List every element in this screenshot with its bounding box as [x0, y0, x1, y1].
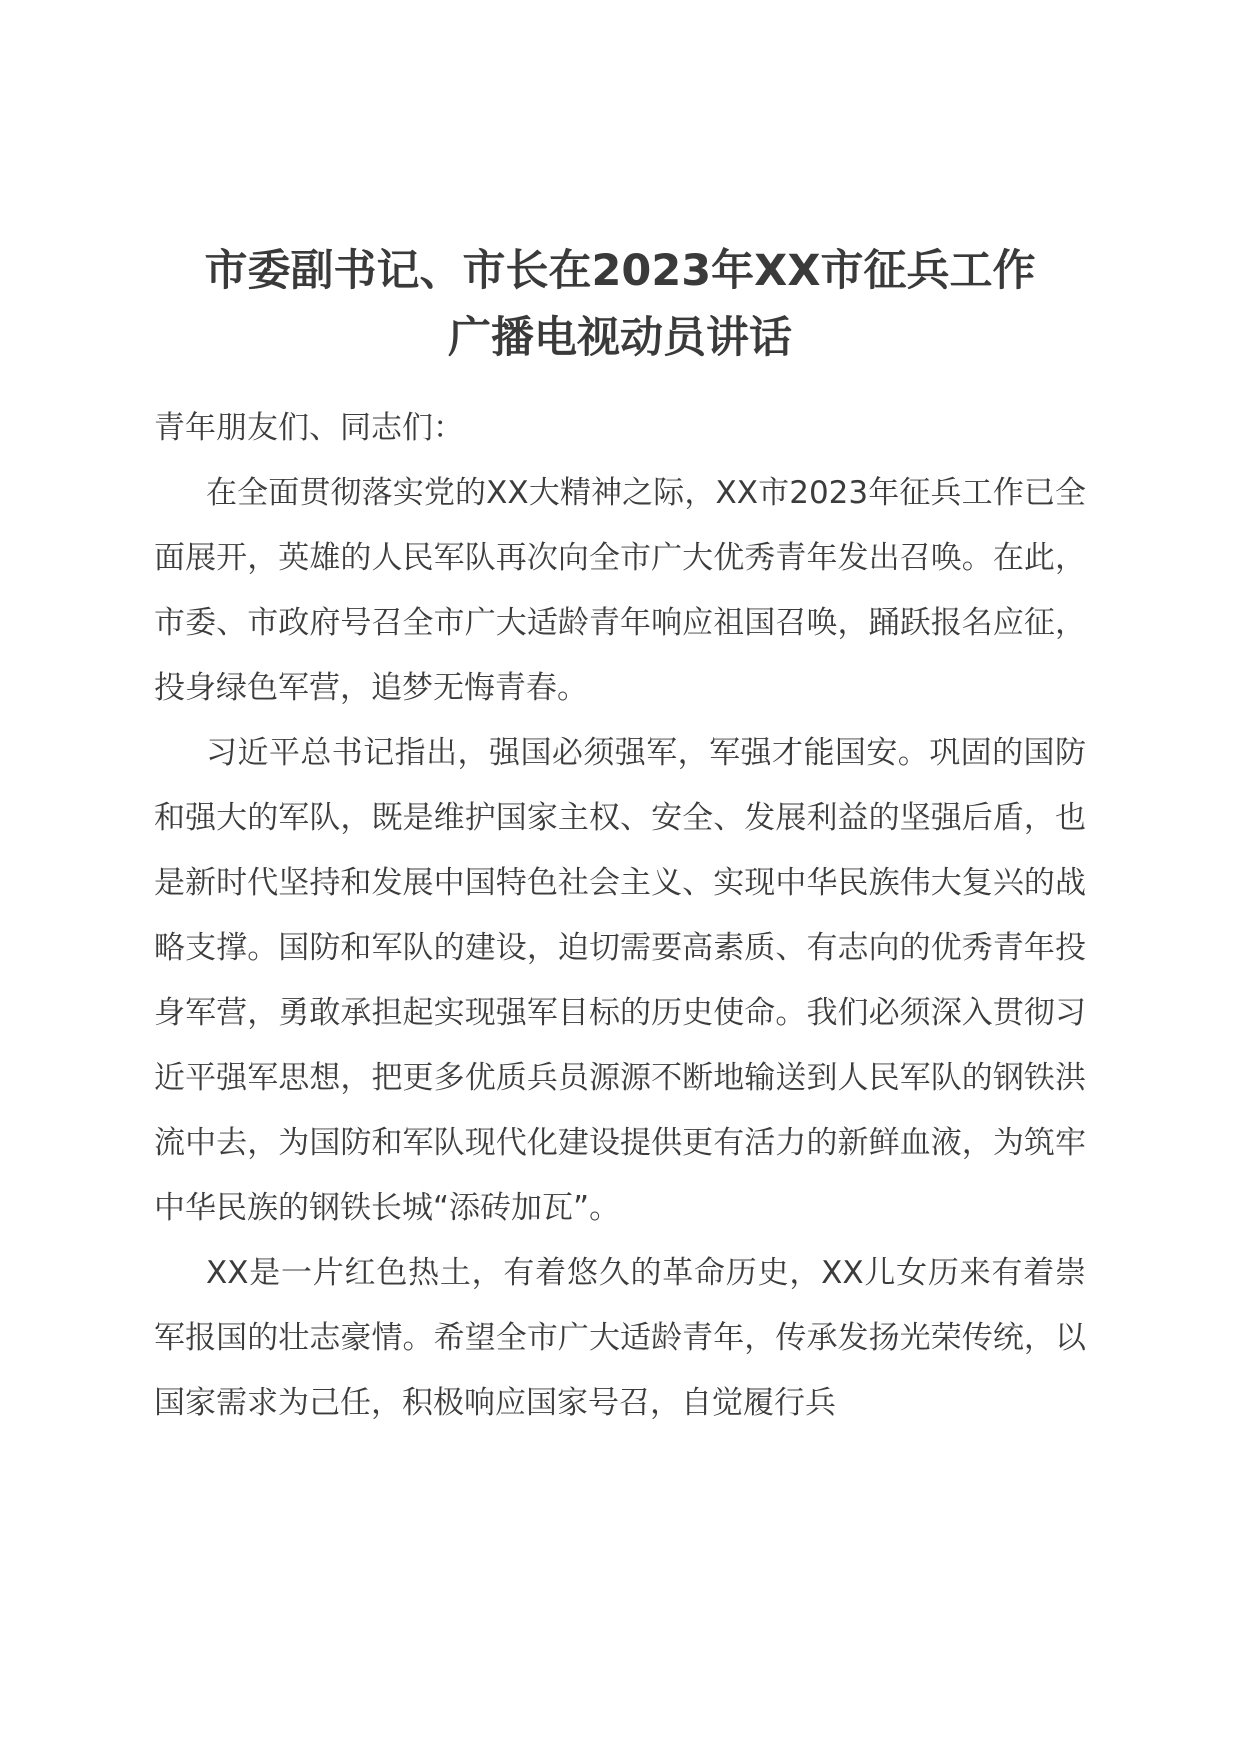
document-title	[130, 238, 1110, 372]
title-line-1: 市委副书记、市长在2023年XX市征兵工作	[204, 246, 1036, 296]
paragraph-2: 习近平总书记指出，强国必须强军，军强才能国安。巩固的国防和强大的军队，既是维护国家主权、安全、发展利益的坚强后盾，也是新时代坚持和发展中国特色社会主义、实现中华民族伟大复兴的战略支撑。国防和军队的建设，迫切需要高素质、有志向的优秀青年投身军营，勇敢承担起实现强军目标的历史使命。我们必须深入贯彻习近平强军思想，把更多优质兵员源源不断地输送到人民军队的钢铁洪流中去，为国防和军队现代化建设提供更有活力的新鲜血液，为筑牢中华民族的钢铁长城“添砖加瓦”。	[154, 735, 1086, 1226]
paragraph-1: 在全面贯彻落实党的XX大精神之际，XX市2023年征兵工作已全面展开，英雄的人民军队再次向全市广大优秀青年发出召唤。在此，市委、市政府号召全市广大适龄青年响应祖国召唤，踊跃报名应征，投身绿色军营，追梦无悔青春。	[154, 475, 1086, 706]
salutation: 青年朋友们、同志们：	[154, 410, 464, 446]
title-line-2: 广播电视动员讲话	[448, 313, 792, 363]
paragraph-3: XX是一片红色热土，有着悠久的革命历史，XX儿女历来有着崇军报国的壮志豪情。希望全市广大适龄青年，传承发扬光荣传统，以国家需求为己任，积极响应国家号召，自觉履行兵	[154, 1255, 1086, 1421]
document-body	[154, 396, 1086, 1436]
